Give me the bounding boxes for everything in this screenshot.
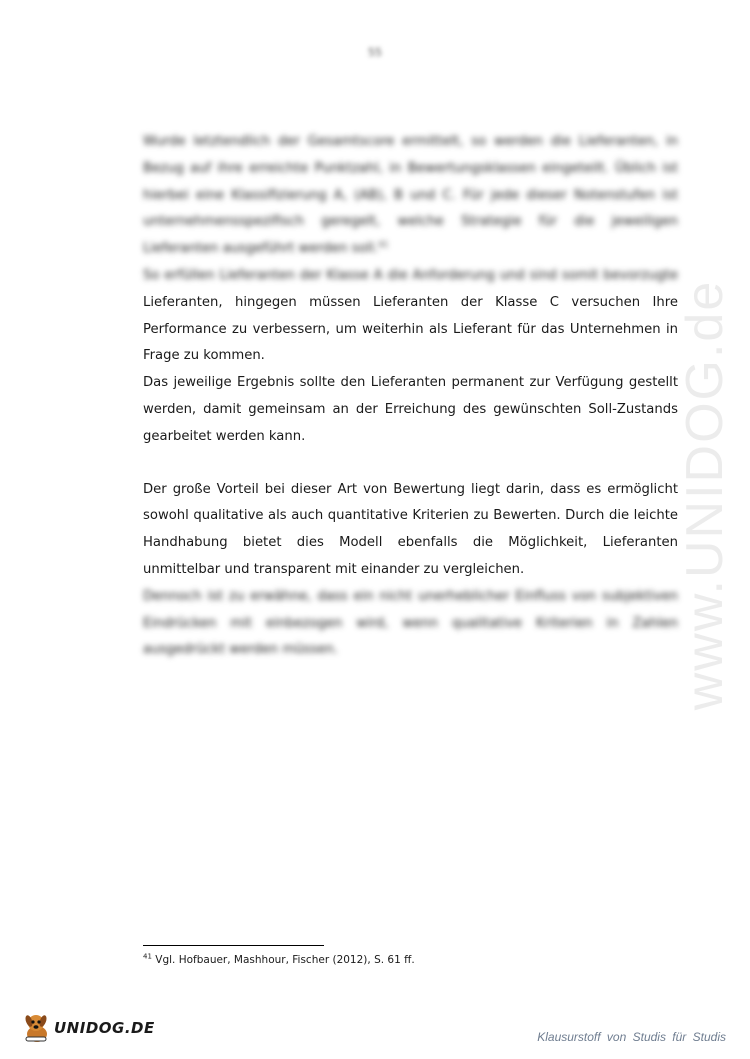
paragraph-advantage: [143, 477, 678, 584]
tagline: Klausurstoff von Studis für Studis: [537, 1030, 726, 1044]
footnote-separator: [143, 945, 324, 946]
paragraph-text: Lieferanten, hingegen müssen Lieferanten der Klasse C versuchen Ihre Performance zu verbessern, um weiterhin als Lieferant für das Unternehmen in Frage zu kommen.: [143, 294, 678, 364]
unidog-logo: [22, 1012, 155, 1044]
paragraph-classes: [143, 263, 678, 370]
watermark: www.UNIDOG.de: [676, 279, 734, 711]
footnote: [143, 953, 678, 967]
footnote-text: Vgl. Hofbauer, Mashhour, Fischer (2012), S. 61 ff.: [155, 954, 415, 966]
logo-text: UNIDOG.DE: [54, 1019, 155, 1037]
paragraph-result: [143, 370, 678, 450]
body-text: [143, 129, 678, 664]
blurred-text: Wurde letztendlich der Gesamtscore ermittelt, so werden die Lieferanten, in Bezug auf ihre erreichte Punktzahl, in Bewertungsklassen eingeteilt. Üblich ist hierbei eine Klassifizierung A, (AB), B und C. Für jede dieser Notenstufen ist unternehmensspezifisch geregelt, welche Strategie für die jeweiligen Lieferanten ausgeführt werden soll.: [143, 134, 678, 257]
paragraph-text: Das jeweilige Ergebnis sollte den Lieferanten permanent zur Verfügung gestellt werden, damit gemeinsam an der Erreichung des gewünschten Soll-Zustands gearbeitet werden kann.: [143, 375, 678, 444]
paragraph-subjective: [143, 584, 678, 664]
blurred-text: So erfüllen Lieferanten der Klasse A die Anforderung und sind somit bevorzugte: [143, 267, 678, 283]
paragraph-classification: [143, 129, 678, 263]
blurred-text: Dennoch ist zu erwähne, dass ein nicht unerheblicher Einfluss von subjektiven Eindrücken mit einbezogen wird, wenn qualitative Kriterien in Zahlen ausgedrückt werden müssen.: [143, 588, 678, 658]
page-number: 55: [368, 46, 382, 59]
paragraph-text: Der große Vorteil bei dieser Art von Bewertung liegt darin, dass es ermöglicht sowohl qualitative als auch quantitative Kriterien zu Bewerten. Durch die leichte Handhabung bietet dies Modell ebenfalls die Möglichkeit, Lieferanten unmittelbar und transparent mit einander zu vergleichen.: [143, 481, 678, 577]
footnote-number: 41: [143, 952, 152, 961]
footnote-reference: 41: [378, 239, 389, 249]
dog-mascot-icon: [22, 1012, 52, 1044]
